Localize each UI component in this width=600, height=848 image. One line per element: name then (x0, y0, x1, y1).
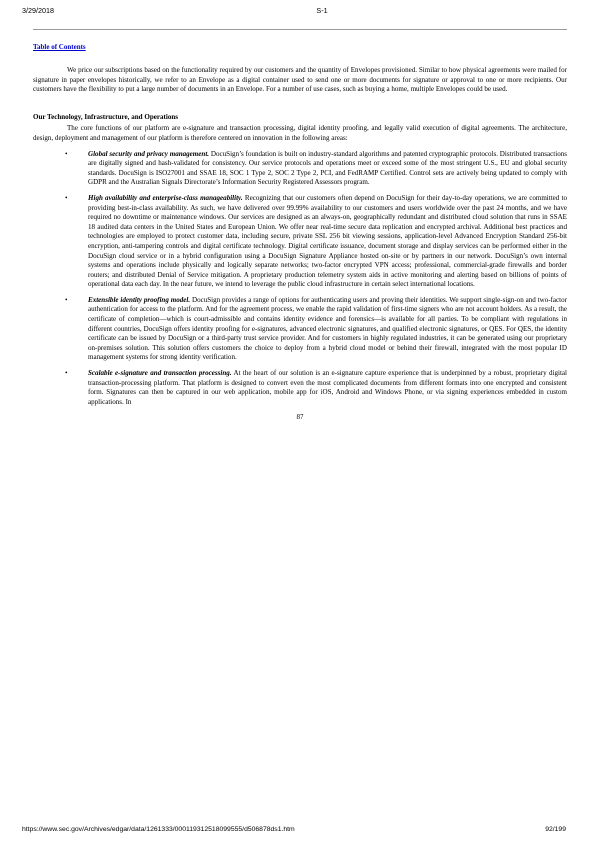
section-heading: Our Technology, Infrastructure, and Operations (33, 112, 179, 121)
bullet-icon: • (65, 193, 68, 202)
list-item-identity (33, 296, 567, 363)
header-divider (33, 29, 567, 30)
bullet-icon: • (65, 369, 68, 378)
bullet-icon: • (65, 149, 68, 158)
list-item-availability (33, 194, 567, 290)
list-item-lead: Extensible identity proofing model. (88, 295, 191, 304)
print-date: 3/29/2018 (22, 6, 54, 15)
print-footer (22, 826, 578, 838)
list-item-text: DocuSign provides a range of options for authenticating users and proving their identities. We support single-sign-on and two-factor authentication for access to the platform. And for the agreement process, we enable the rapid validation of first-time signers who are not account holders. As a result, the certificate of completion—which is court-admissible and contains identity evidence and forensics—is available for all parties. To be compliant with regulations in different countries, DocuSign offers identity proofing for e-signatures, advanced electronic signatures, and qualified electronic signatures, or QES. For QES, the identity certificate can be issued by DocuSign or a third-party trust service provider. And for customers in highly regulated industries, it can be generated using our proprietary on-premises solution. This solution offers customers the choice to deploy from a hybrid cloud model or behind their firewall, integrated with the most popular ID management systems for strong identity verification. (88, 295, 567, 362)
print-header (22, 6, 578, 20)
print-title: S-1 (316, 6, 328, 15)
document-body (33, 66, 567, 423)
feature-list (33, 150, 567, 408)
page-number: 87 (296, 413, 304, 422)
list-item-lead: Scalable e-signature and transaction processing. (88, 369, 232, 378)
section-intro: The core functions of our platform are e-signature and transaction processing, digital identity proofing, and legally valid execution of digital agreements. The architecture, design, deployment and management of our platform is therefore centered on innovation in the following areas: (33, 124, 567, 142)
list-item-security (33, 150, 567, 188)
list-item-text: DocuSign’s foundation is built on industry-standard algorithms and patented cryptographic protocols. Distributed transactions are digitally signed and hash-validated for consistency. Our service protocols and operations meet or exceed some of the most stringent U.S., EU and global security standards. DocuSign is ISO27001 and SSAE 18, SOC 1 Type 2, SOC 2 Type 2, PCI, and FedRAMP Certified. Control sets are actively being updated to comply with GDPR and the Australian Signals Directorate’s Information Security Registered Assessors program. (88, 149, 567, 187)
list-item-lead: Global security and privacy management. (88, 149, 210, 158)
source-url: https://www.sec.gov/Archives/edgar/data/1261333/000119312518099555/d506878ds1.htm (22, 826, 295, 833)
list-item-text: At the heart of our solution is an e-signature capture experience that is underpinned by a robust, proprietary digital transaction-processing platform. That platform is designed to convert even the most complicated documents from different formats into one encrypted and consistent form. Signatures can then be captured in our web application, mobile app for iOS, Android and Windows Phone, or via signing experiences embedded in custom applications. In (88, 369, 567, 406)
list-item-text: Recognizing that our customers often depend on DocuSign for their day-to-day operations, we are committed to providing best-in-class availability. As such, we have delivered over 99.99% availability to our customers and users worldwide over the past 24 months, and we have required no downtime or maintenance windows. Our services are designed as an always-on, geographically redundant and distributed cloud solution that runs in SSAE 18 audited data centers in the United States and European Union. We offer near real-time secure data replication and encrypted archival. Additional best practices and technologies are employed to protect customer data, including secure, private SSL 256 bit viewing sessions, application-level Advanced Encryption Standard 256-bit encryption, anti-tampering controls and digital certificate technology. Digital certificate issuance, document storage and display services can be performed either in the DocuSign cloud service or in a hybrid configuration using a DocuSign Signature Appliance hosted on-site or by partners in our network. DocuSign’s own internal systems and operations include physically and logically separate networks; two-factor encrypted VPN access; professional, commercial-grade firewalls and border routers; and distributed Denial of Service mitigation. A proprietary production telemetry system aids in active monitoring and alerting based on billions of points of operational data each day. In the near future, we intend to leverage the public cloud infrastructure in certain select international locations. (88, 193, 567, 289)
list-item-lead: High availability and enterprise-class manageability. (88, 193, 243, 202)
table-of-contents-link[interactable]: Table of Contents (33, 43, 86, 51)
bullet-icon: • (65, 295, 68, 304)
page-count: 92/199 (545, 826, 566, 833)
list-item-processing (33, 369, 567, 407)
intro-paragraph: We price our subscriptions based on the functionality required by our customers and the quantity of Envelopes provisioned. Similar to how physical agreements were mailed for signature in paper envelopes historically, we refer to an Envelope as a digital container used to send one or more documents for signature or approval to one or more recipients. Our customers have the flexibility to put a large number of documents in an Envelope. For a number of use cases, such as buying a home, multiple Envelopes could be used. (33, 66, 567, 94)
